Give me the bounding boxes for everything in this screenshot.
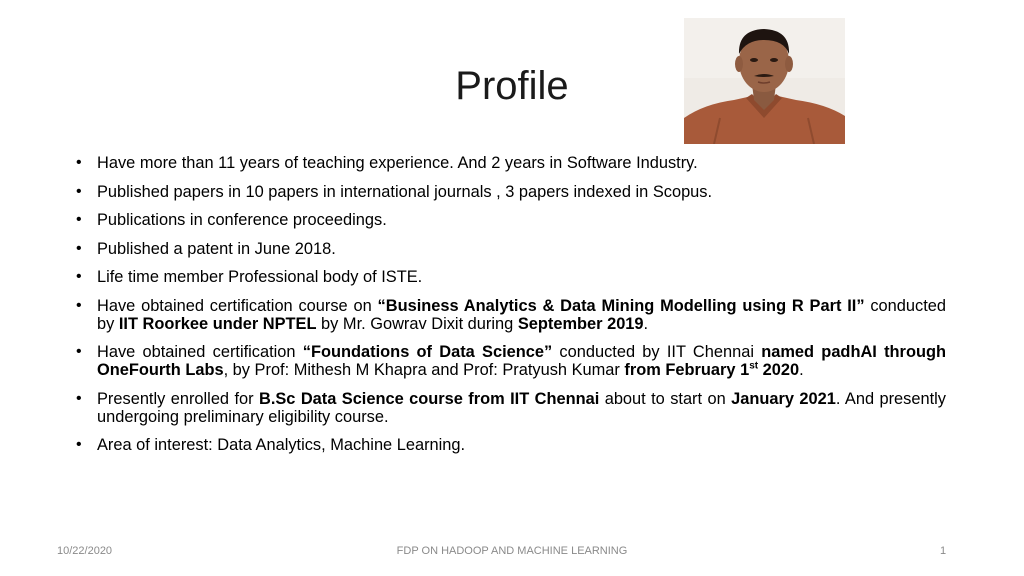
bold-course-name: B.Sc Data Science course from IIT Chennai bbox=[258, 389, 600, 408]
bullet-iste-member: • Life time member Professional body of ISTE. bbox=[76, 268, 946, 286]
bullet-teaching-experience: • Have more than 11 years of teaching experience. And 2 years in Software Industry. bbox=[76, 154, 946, 172]
text-span: conducted by bbox=[97, 296, 946, 333]
bold-date: from February 1 bbox=[624, 361, 750, 379]
bullet-certification-data-science bbox=[76, 343, 946, 379]
text-span: . bbox=[643, 314, 649, 333]
bullet-bsc-enrollment bbox=[76, 390, 946, 426]
footer-title: FDP ON HADOOP AND MACHINE LEARNING bbox=[396, 545, 628, 557]
person-photo-icon bbox=[684, 18, 845, 144]
bullet-patent: • Published a patent in June 2018. bbox=[76, 240, 946, 258]
bold-institution: IIT Roorkee under NPTEL bbox=[118, 314, 317, 333]
text-span: . And presently undergoing preliminary eligibility course. bbox=[97, 389, 946, 426]
text-span: Presently enrolled for bbox=[97, 389, 259, 408]
superscript: st bbox=[749, 360, 759, 372]
bold-year: 2020 bbox=[758, 361, 800, 379]
bullet-published-papers: • Published papers in 10 papers in international journals , 3 papers indexed in Scopus. bbox=[76, 183, 946, 201]
footer-page-number: 1 bbox=[940, 545, 947, 557]
text-span: about to start on bbox=[599, 389, 732, 408]
bullet-conference-proceedings: • Publications in conference proceedings. bbox=[76, 211, 946, 229]
text-span: , by Prof: Mithesh M Khapra and Prof: Pratyush Kumar bbox=[223, 361, 625, 379]
text-span: by Mr. Gowrav Dixit during bbox=[316, 314, 518, 333]
bullet-area-of-interest: • Area of interest: Data Analytics, Machine Learning. bbox=[76, 436, 946, 454]
slide-title: Profile bbox=[455, 64, 569, 108]
bullet-certification-business-analytics bbox=[76, 297, 946, 333]
text-span: conducted by IIT Chennai bbox=[552, 343, 762, 361]
text-span: Have obtained certification bbox=[97, 343, 303, 361]
footer-date: 10/22/2020 bbox=[57, 545, 113, 557]
text-span: . bbox=[799, 361, 804, 379]
profile-photo bbox=[684, 18, 845, 144]
bullet-list bbox=[76, 154, 946, 465]
bold-course-name: “Business Analytics & Data Mining Modelling using R Part II” bbox=[377, 296, 865, 315]
bold-program: named padhAI through OneFourth Labs bbox=[97, 343, 946, 379]
bold-date: September 2019 bbox=[517, 314, 644, 333]
text-span: Have obtained certification course on bbox=[97, 296, 378, 315]
bold-date: January 2021 bbox=[731, 389, 836, 408]
bold-course-name: “Foundations of Data Science” bbox=[302, 343, 553, 361]
